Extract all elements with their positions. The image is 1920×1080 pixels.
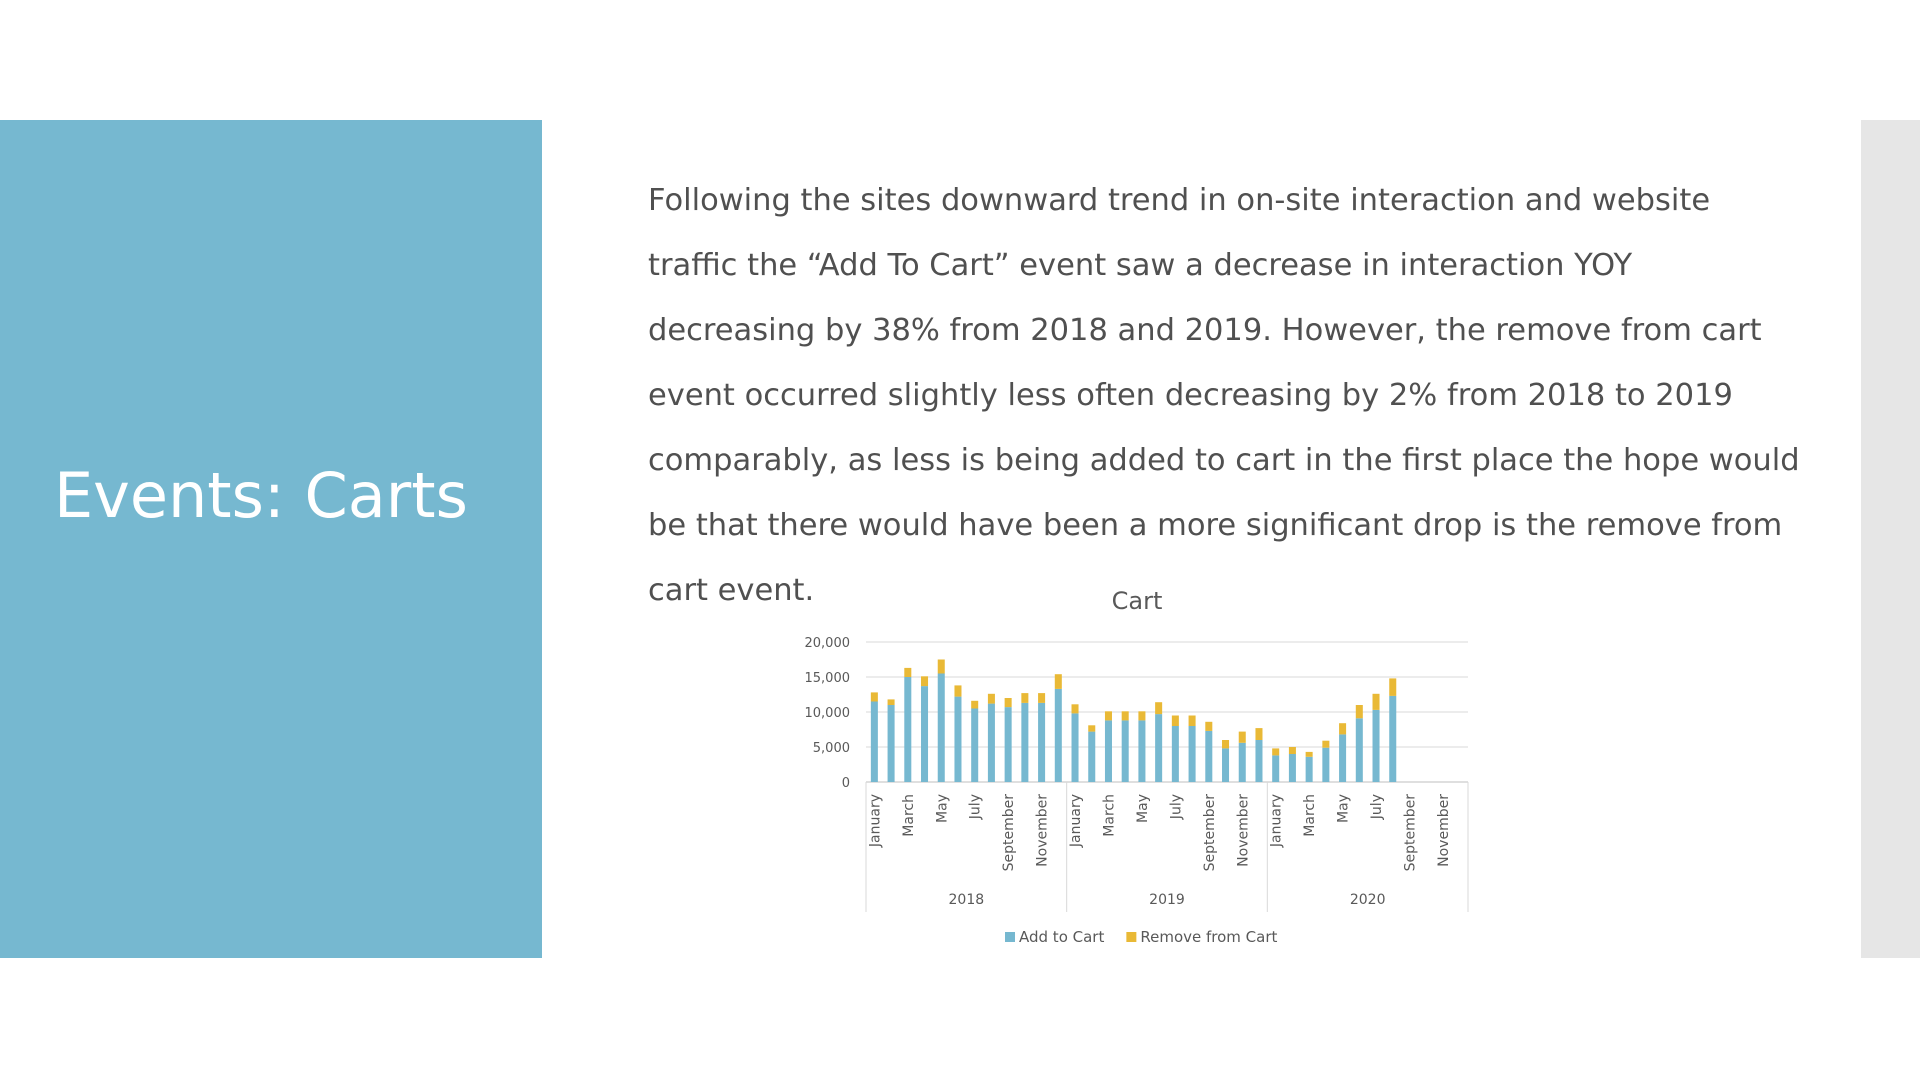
bar-remove-from-cart [1189, 716, 1196, 727]
bar-remove-from-cart [1339, 723, 1346, 734]
bar-add-to-cart [1055, 689, 1062, 782]
x-month-label: September [1402, 794, 1419, 872]
bar-add-to-cart [921, 686, 928, 782]
x-month-label: March [900, 794, 917, 837]
bar-remove-from-cart [1255, 728, 1262, 740]
bar-add-to-cart [971, 709, 978, 783]
bar-remove-from-cart [1122, 711, 1129, 720]
bar-remove-from-cart [1138, 711, 1145, 720]
bar-add-to-cart [1389, 696, 1396, 782]
bar-remove-from-cart [904, 668, 911, 677]
bar-add-to-cart [988, 704, 995, 782]
x-group-label: 2020 [1349, 892, 1386, 908]
bar-add-to-cart [1155, 714, 1162, 782]
bar-remove-from-cart [1105, 711, 1112, 720]
bar-add-to-cart [1172, 726, 1179, 782]
x-month-label: September [1201, 794, 1218, 872]
bar-remove-from-cart [1021, 693, 1028, 703]
bar-add-to-cart [1122, 720, 1129, 782]
bar-add-to-cart [1222, 748, 1229, 782]
bar-remove-from-cart [1222, 740, 1229, 748]
bar-remove-from-cart [1272, 748, 1279, 755]
bar-add-to-cart [1072, 713, 1079, 782]
cart-chart [760, 575, 1480, 965]
bar-add-to-cart [888, 705, 895, 782]
legend-swatch-add [1005, 932, 1015, 942]
legend-label-remove: Remove from Cart [1140, 928, 1278, 946]
bar-add-to-cart [1205, 731, 1212, 782]
title-panel [0, 120, 542, 958]
bar-remove-from-cart [1306, 752, 1313, 757]
bar-remove-from-cart [954, 685, 961, 696]
bar-remove-from-cart [1005, 698, 1012, 707]
x-month-label: July [967, 794, 984, 820]
bar-remove-from-cart [888, 699, 895, 705]
bar-add-to-cart [1373, 710, 1380, 782]
bar-remove-from-cart [938, 660, 945, 674]
legend-swatch-remove [1126, 932, 1136, 942]
chart-title: Cart [1111, 587, 1163, 615]
bar-remove-from-cart [1373, 694, 1380, 710]
y-tick-label: 20,000 [804, 636, 850, 651]
x-month-label: January [867, 794, 884, 848]
x-month-label: November [1435, 794, 1452, 867]
x-month-label: March [1101, 794, 1118, 837]
bar-add-to-cart [904, 677, 911, 782]
bar-remove-from-cart [921, 676, 928, 686]
bar-add-to-cart [1138, 720, 1145, 782]
bar-add-to-cart [938, 674, 945, 783]
x-month-label: May [934, 794, 951, 823]
bar-remove-from-cart [871, 692, 878, 701]
x-group-label: 2018 [948, 892, 985, 908]
x-month-label: November [1034, 794, 1051, 867]
y-tick-label: 15,000 [804, 671, 850, 686]
bar-remove-from-cart [1356, 705, 1363, 718]
bar-remove-from-cart [1389, 678, 1396, 696]
bar-add-to-cart [1239, 743, 1246, 782]
bar-add-to-cart [1255, 740, 1262, 782]
y-tick-label: 0 [841, 776, 850, 791]
bar-remove-from-cart [1239, 732, 1246, 743]
bar-add-to-cart [1038, 703, 1045, 782]
bar-add-to-cart [1021, 703, 1028, 782]
x-month-label: January [1268, 794, 1285, 848]
right-edge-strip [1861, 120, 1920, 958]
bar-add-to-cart [1356, 718, 1363, 782]
bar-remove-from-cart [988, 694, 995, 704]
bar-add-to-cart [1306, 757, 1313, 782]
x-month-label: January [1068, 794, 1085, 848]
bar-remove-from-cart [1172, 716, 1179, 727]
bar-remove-from-cart [1155, 702, 1162, 714]
bar-remove-from-cart [1072, 704, 1079, 713]
cart-chart-svg [760, 575, 1480, 965]
bar-add-to-cart [1272, 755, 1279, 782]
bar-add-to-cart [871, 702, 878, 783]
bar-remove-from-cart [1038, 693, 1045, 703]
bar-add-to-cart [1189, 726, 1196, 782]
bar-add-to-cart [1322, 748, 1329, 782]
slide-body-text: Following the sites downward trend in on-site interaction and website traffic the “Add To Cart” event saw a decrease in interaction YOY decreasing by 38% from 2018 and 2019. However, the remove from cart event occurred slightly less often decreasing by 2% from 2018 to 2019 comparably, as less is being added to cart in the first place the hope would be that there would have been a more significant drop is the remove from cart event. [648, 183, 1800, 608]
bar-add-to-cart [954, 697, 961, 782]
x-month-label: November [1235, 794, 1252, 867]
bar-remove-from-cart [1322, 741, 1329, 748]
bar-add-to-cart [1005, 707, 1012, 782]
x-group-label: 2019 [1149, 892, 1185, 908]
legend-label-add: Add to Cart [1019, 928, 1105, 946]
bar-add-to-cart [1105, 720, 1112, 782]
x-month-label: July [1369, 794, 1386, 820]
x-month-label: May [1335, 794, 1352, 823]
x-month-label: May [1134, 794, 1151, 823]
x-month-label: March [1302, 794, 1319, 837]
bar-remove-from-cart [1289, 747, 1296, 754]
x-month-label: September [1001, 794, 1018, 872]
bar-remove-from-cart [1055, 674, 1062, 689]
bar-remove-from-cart [1205, 722, 1212, 731]
bar-remove-from-cart [1088, 725, 1095, 731]
slide-title: Events: Carts [54, 459, 468, 532]
x-month-label: July [1168, 794, 1185, 820]
bar-remove-from-cart [971, 701, 978, 709]
y-tick-label: 5,000 [812, 741, 850, 756]
bar-add-to-cart [1339, 734, 1346, 782]
bar-add-to-cart [1289, 754, 1296, 782]
y-tick-label: 10,000 [804, 706, 850, 721]
bar-add-to-cart [1088, 732, 1095, 782]
